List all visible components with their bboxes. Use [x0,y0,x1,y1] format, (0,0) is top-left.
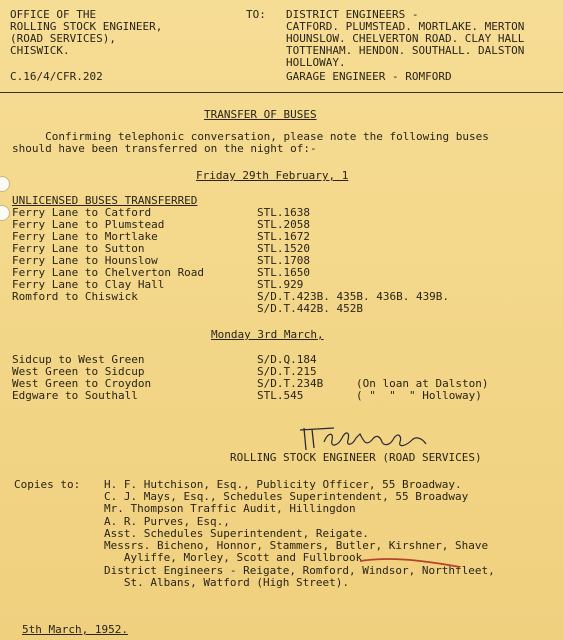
transfer-bus: S/D.T.442B. 452B [257,302,363,315]
transfer-route: Ferry Lane to Mortlake [12,230,158,243]
transfer-bus: S/D.T.215 [257,365,317,378]
transfer-date-1: Friday 29th February, 1 [196,169,349,182]
from-line-4: CHISWICK. [10,44,70,57]
header-divider [0,92,563,93]
transfer-bus: STL.1650 [257,266,310,279]
intro-line-2: should have been transferred on the night of:- [12,142,317,155]
transfer-bus: S/D.T.234B [257,377,324,390]
to-line-1: DISTRICT ENGINEERS - [286,8,419,21]
to-line-2: CATFORD. PLUMSTEAD. MORTLAKE. MERTON [286,20,525,33]
transfer-route: Ferry Lane to Clay Hall [12,278,165,291]
punch-hole-bottom [0,205,10,221]
transfer-bus: STL.545 [257,389,304,402]
transfer-route: Ferry Lane to Chelverton Road [12,266,205,279]
to-line-3: HOUNSLOW. CHELVERTON ROAD. CLAY HALL [286,32,525,45]
memo-title: TRANSFER OF BUSES [204,108,317,121]
transfer-route: Edgware to Southall [12,389,138,402]
transfer-route: West Green to Sidcup [12,365,145,378]
transfer-route: Sidcup to West Green [12,353,145,366]
from-line-3: (ROAD SERVICES), [10,32,116,45]
reference-number: C.16/4/CFR.202 [10,70,103,83]
transfer-bus: STL.1638 [257,206,310,219]
transfer-bus: S/D.Q.184 [257,353,317,366]
transfer-bus: STL.2058 [257,218,310,231]
red-pencil-mark [356,553,466,573]
copy-recipient: Mr. Thompson Traffic Audit, Hillingdon [104,502,356,515]
copy-recipient: Messrs. Bicheno, Honnor, Stammers, Butler, Kirshner, Shave [104,539,489,552]
transfer-route: Ferry Lane to Sutton [12,242,145,255]
transfer-bus: S/D.T.423B. 435B. 436B. 439B. [257,290,450,303]
copy-recipient: Asst. Schedules Superintendent, Reigate. [104,527,369,540]
to-line-6: GARAGE ENGINEER - ROMFORD [286,70,452,83]
intro-line-1: Confirming telephonic conversation, please note the following buses [12,130,489,143]
transfer-route: Ferry Lane to Catford [12,206,152,219]
transfer-route: Romford to Chiswick [12,290,138,303]
copy-recipient: Ayliffe, Morley, Scott and Fullbrook. [104,551,369,564]
transfer-bus: STL.929 [257,278,304,291]
transfer-bus: STL.1520 [257,242,310,255]
from-line-1: OFFICE OF THE [10,8,97,21]
to-label: TO: [246,8,266,21]
transfer-route: Ferry Lane to Hounslow [12,254,158,267]
signature-title: ROLLING STOCK ENGINEER (ROAD SERVICES) [230,451,482,464]
handwritten-signature [294,424,444,454]
to-line-4: TOTTENHAM. HENDON. SOUTHALL. DALSTON [286,44,525,57]
copy-recipient: C. J. Mays, Esq., Schedules Superintendent, 55 Broadway [104,490,469,503]
transfer-bus: STL.1708 [257,254,310,267]
copy-recipient: A. R. Purves, Esq., [104,515,230,528]
copy-recipient: H. F. Hutchison, Esq., Publicity Officer, 55 Broadway. [104,478,462,491]
transfer-bus: STL.1672 [257,230,310,243]
copy-recipient: District Engineers - Reigate, Romford, Windsor, Northfleet, [104,564,495,577]
to-line-5: HOLLOWAY. [286,56,346,69]
from-line-2: ROLLING STOCK ENGINEER, [10,20,163,33]
section-heading-unlicensed: UNLICENSED BUSES TRANSFERRED [12,194,198,207]
transfer-route: West Green to Croydon [12,377,152,390]
transfer-date-2: Monday 3rd March, [211,328,324,341]
footer-date: 5th March, 1952. [22,623,128,636]
transfer-note: (On loan at Dalston) [356,377,489,390]
copies-label: Copies to: [14,478,81,491]
copy-recipient: St. Albans, Watford (High Street). [104,576,350,589]
punch-hole-top [0,176,10,192]
transfer-note: ( " " " Holloway) [356,389,482,402]
transfer-route: Ferry Lane to Plumstead [12,218,165,231]
